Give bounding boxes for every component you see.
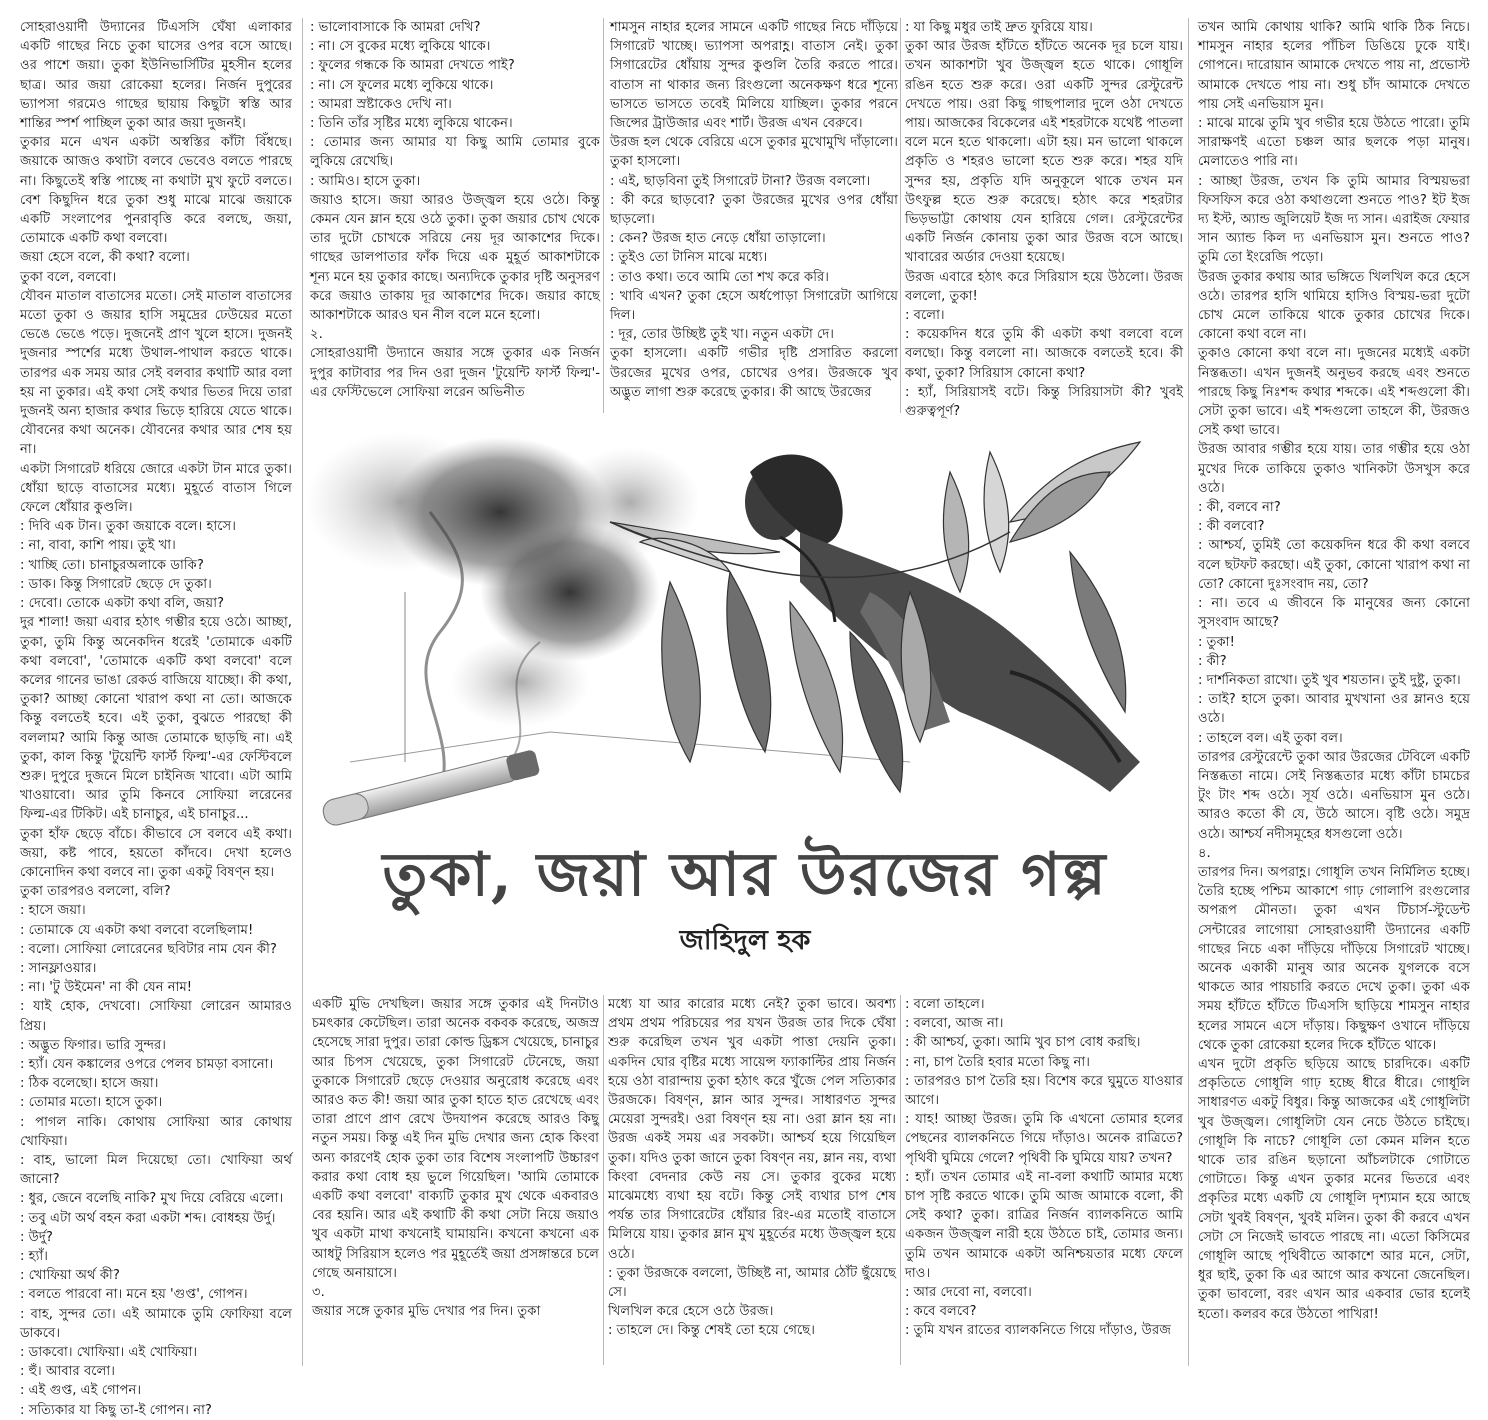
paragraph: : তবু এটা অর্থ বহন করা একটা শব্দ। বোধহয় উর্দু। [20,1210,276,1226]
column-3-top [610,18,898,413]
paragraph: : তারপরও চাপ তৈরি হয়। বিশেষ করে ঘুমুতে যাওয়ার আগে। [905,1073,1183,1109]
paragraph: উরজ তুকার কথায় আর ভঙ্গিতে খিলখিল করে হেসে ওঠে। তারপর হাসি থামিয়ে হাসিও বিস্ময়-ভরা দুটো চোখ মেলে তাকিয়ে থাকে তুকার চোখের দিকে। কোনো কথা বলে না। [1198,269,1470,343]
paragraph: : না, চাপ তৈরি হবার মতো কিছু না। [905,1054,1090,1070]
paragraph: : তাই? হাসে তুকা। আবার মুখখানা ওর ম্লানও হয়ে ওঠে। [1198,692,1470,727]
illustration-drawing [310,432,1165,824]
paragraph: : কী, বলবে না? [1198,500,1281,516]
paragraph: : মাঝে মাঝে তুমি খুব গভীর হয়ে উঠতে পারো। তুমি সারাক্ষণই এতো চঞ্চল আর ছলকে পড়া মানুষ। মেলাতেও পারি না। [1198,116,1470,170]
paragraph: তারপর রেস্টুরেন্টে তুকা আর উরজের টেবিলে একটি নিস্তব্ধতা নামে। সেই নিস্তব্ধতার মধ্যে কাঁটা চামচের টুং টাং শব্দ ওঠে। সূর্য ওঠে। এনভিয়াস মুন ওঠে। আরও কতো কী যে, উঠে আসে। বৃষ্টি ওঠে। সমুদ্র ওঠে। আশ্চর্য নদীসমূহের ধসগুলো ওঠে। [1198,749,1470,842]
paragraph: ৪. [1198,845,1211,861]
paragraph: : যাহ! আচ্ছা উরজ। তুমি কি এখনো তোমার হলের পেছনের ব্যালকনিতে গিয়ে দাঁড়াও। অনেক রাত্রিতে? পৃথিবী ঘুমিয়ে গেলে? পৃথিবী কি ঘুমিয়ে যায়? তখন? [905,1112,1183,1166]
column-rule [1188,18,1189,1366]
paragraph: : তোমাকে যে একটা কথা বলবো বলেছিলাম! [20,922,254,938]
paragraph: সোহরাওয়ার্দী উদ্যানে জয়ার সঙ্গে তুকার এক নির্জন দুপুর কাটাবার পর দিন ওরা দুজন 'টুয়েন্টি ফার্স্ট ফিল্ম'-এর ফেস্টিভেলে সোফিয়া লরেন অভিনীত [310,346,600,400]
column-2-bottom [312,995,599,1365]
article-title: তুকা, জয়া আর উরজের গল্প [382,840,1108,910]
column-4-top [905,18,1183,420]
paragraph: : না। সে বুকের মধ্যে লুকিয়ে থাকে। [310,39,491,55]
paragraph: : না। তবে এ জীবনে কি মানুষের জন্য কোনো সুসংবাদ আছে? [1198,596,1470,631]
paragraph: : তোমার মতো। হাসে তুকা। [20,1095,163,1111]
paragraph: তুকা তারপরও বললো, বলি? [20,884,171,900]
paragraph: : যাই হোক, দেখবো। সোফিয়া লোরেন আমারও প্রিয়। [20,999,292,1034]
paragraph: এখন দুটো প্রকৃতি ছড়িয়ে আছে চারদিকে। একটি প্রকৃতিতে গোধূলি গাঢ় হচ্ছে ধীরে ধীরে। গোধূলি সাধারণত একটু বিধুর। কিন্তু আজকের এই গোধূলিটা খুব উজ্জ্বল। গোধূলিটা যেন নেচে উঠতে চাইছে। গোধূলি কি নাচে? গোধূলি তো কেমন মলিন হতে থাকে তার রঙিন ছড়ানো আঁচলটাকে গোটাতে গোটাতে। কিন্তু এখন তুকার মনের ভিতরে এবং প্রকৃতির মধ্যে একটি যে গোধূলি দৃশ্যমান হয়ে আছে সেটা খুবই বিষণ্ন, খুবই মলিন। তুকা কী করবে এখন সেটা সে নিজেই ভাবতে পারছে না। এতো কিসিমের গোধূলি আছে পৃথিবীতে আকাশে আর মনে, সেটা, ধুর ছাই, তুকা কি এর আগে আর কখনো জেনেছিল। তুকা ভাবলো, বরং এখন আর একবার ভোর হলেই হতো। কলরব করে উঠতো পাখিরা! [1198,1056,1470,1322]
paragraph: : ডাক। কিন্তু সিগারেট ছেড়ে দে তুকা। [20,576,212,592]
paragraph: : আমরা স্রষ্টাকেও দেখি না। [310,96,452,112]
paragraph: : তাহলে দে। কিন্তু শেষই তো হয়ে গেছে। [608,1323,815,1339]
paragraph: : খোফিয়া অর্থ কী? [20,1268,120,1284]
paragraph: : ঠিক বলেছো। হাসে জয়া। [20,1076,159,1092]
paragraph: তখন আমি কোথায় থাকি? আমি থাকি ঠিক নিচে। শামসুন নাহার হলের পাঁচিল ডিঙিয়ে ঢুকে যাই। গোপনে। দারোয়ান আমাকে দেখতে পায় না, প্রভোস্ট আমাকে দেখতে পায় না। শুধু চাঁদ আমাকে দেখতে পায় সেই এনভিয়াস মুন। [1198,20,1470,112]
column-4-bottom [905,995,1183,1365]
paragraph: : খাবি এখন? তুকা হেসে অর্ধপোড়া সিগারেটা আগিয়ে দিল। [610,288,898,324]
paragraph: : ডাকবো। খোফিয়া। এই খোফিয়া। [20,1345,198,1361]
paragraph: উরজ হল থেকে বেরিয়ে এসে তুকার মুখোমুখি দাঁড়ালো। তুকা হাসলো। [610,135,898,170]
paragraph: : আশ্চর্য, তুমিই তো কয়েকদিন ধরে কী কথা বলবে বলে ছটফট করছো। এই তুকা, কোনো খারাপ কথা না তো? কোনো দুঃসংবাদ নয়, তো? [1198,538,1470,592]
paragraph: : কী আশ্চর্য, তুকা। আমি খুব চাপ বোধ করছি। [905,1035,1141,1051]
column-rule [603,18,604,413]
paragraph: দুর শালা! জয়া এবার হঠাৎ গম্ভীর হয়ে ওঠে। আচ্ছা, তুকা, তুমি কিন্তু অনেকদিন ধরেই 'তোমাকে একটি কথা বলবো', 'তোমাকে একটি কথা বলবো' বলে কলের গানের ভাঙা রেকর্ড বাজিয়ে যাচ্ছো। কী কথা, তুকা? আচ্ছা কোনো খারাপ কথা না তো। আজকে কিন্তু বলতেই হবে। এই তুকা, বুঝতে পারছো কী বললাম? আমি কিন্তু আজ তোমাকে ছাড়ছি না। এই তুকা, কাল কিন্তু 'টুয়েন্টি ফার্স্ট ফিল্ম'-এর ফেস্টিবলে শুরু। দুপুরে দুজনে মিলে চাইনিজ খাবো। এটা আমি খাওয়াবো। আর তুমি কিনবে সোফিয়া লরেনের ফিল্ম-এর টিকিট। এই চানাচুর, এই চানাচুর... [20,615,292,823]
paragraph: : বলো। সোফিয়া লোরেনের ছবিটার নাম যেন কী? [20,941,277,957]
paragraph: : কেন? উরজ হাত নেড়ে ধোঁয়া তাড়ালো। [610,231,826,247]
paragraph: জয়ার সঙ্গে তুকার মুভি দেখার পর দিন। তুকা [312,1304,541,1320]
story-illustration [310,432,1165,824]
paragraph: : আর দেবো না, বলবো। [905,1285,1032,1301]
paragraph: : কী করে ছাড়বো? তুকা উরজের মুখের ওপর ধোঁয়া ছাড়লো। [610,192,898,228]
column-3-bottom [608,995,896,1365]
paragraph: তারপর দিন। অপরাহ্ণ। গোধূলি তখন নির্মিলিত হচ্ছে। তৈরি হচ্ছে পশ্চিম আকাশে গাঢ় গোলাপি রংগুলোর অপরূপ মৌনতা। তুকা এখন টিচার্স-স্টুডেন্ট সেন্টারের লাগোয়া সোহরাওয়ার্দী উদ্যানের একটি গাছের নিচে একা দাঁড়িয়ে দাঁড়িয়ে সিগারেট খাচ্ছে। অনেক একাকী মানুষ আর অনেক যুগলকে বসে থাকতে আর পায়চারি করতে দেখে তুকা। তুকা এক সময় হাঁটতে হাঁটতে টিএসসি ছাড়িয়ে শামসুন নাহার হলের সামনে এসে দাঁড়ায়। কিছুক্ষণ ওখানে দাঁড়িয়ে থেকে তুকা রোকেয়া হলের দিকে হাঁটতে থাকে। [1198,864,1470,1053]
paragraph: উরজ আবার গম্ভীর হয়ে যায়। তার গম্ভীর হয়ে ওঠা মুখের দিকে তাকিয়ে তুকাও খানিকটা উসখুস করে ওঠে। [1198,442,1470,496]
paragraph: : না। 'টু উইমেন' না কী যেন নাম! [20,980,193,996]
paragraph: : হ্যাঁ, সিরিয়াসই বটে। কিন্তু সিরিয়াসটা কী? খুবই গুরুত্বপূর্ণ? [905,384,1183,420]
paragraph: : বাহ, ভালো মিল দিয়েছো তো। খোফিয়া অর্থ জানো? [20,1152,292,1188]
paragraph: : তুকা উরজকে বললো, উচ্ছিষ্ট না, আমার ঠোঁট ছুঁয়েছে সে। [608,1265,896,1301]
paragraph: ৩. [312,1285,325,1301]
paragraph: তুকাও কোনো কথা বলে না। দুজনের মধ্যেই একটা নিস্তব্ধতা। এখন দুজনই অনুভব করছে এবং শুনতে পারছে কিছু নিঃশব্দ কথার শব্দকে। এই শব্দগুলো কী। সেটা তুকা ভাবে। এই শব্দগুলো তাহলে কী, উরজও সেই কথা ভাবে। [1198,346,1470,439]
paragraph: তুকা হাসলো। একটি গভীর দৃষ্টি প্রসারিত করলো উরজের মুখের ওপর, চোখের ওপর। উরজকে খুব অদ্ভুত লাগা শুরু করেছে তুকার। কী আছে উরজের [610,346,898,400]
paragraph: : না। সে ফুলের মধ্যে লুকিয়ে থাকে। [310,77,494,93]
paragraph: : ভালোবাসাকে কি আমরা দেখি? [310,20,481,35]
column-2-top [310,18,600,413]
column-rule [900,995,901,1365]
paragraph: : সানফ্লাওয়ার। [20,960,97,976]
paragraph: সোহরাওয়ার্দী উদ্যানের টিএসসি ঘেঁষা এলাকার একটি গাছের নিচে তুকা ঘাসের ওপর বসে আছে। ওর পাশে জয়া। তুকা ইউনিভার্সিটির মুহসীন হলের ছাত্র। আর জয়া রোকেয়া হলের। নির্জন দুপুরের ভ্যাপসা গরমেও গাছের ছায়ায় কিছুটা স্বস্তি আর শান্তির স্পর্শ পাচ্ছিল তুকা আর জয়া দুজনই। [20,20,292,132]
paragraph: : বাহ, সুন্দর তো। এই আমাকে তুমি ফোফিয়া বলে ডাকবে। [20,1306,292,1341]
paragraph: তুকা আর উরজ হাঁটতে হাঁটতে অনেক দূর চলে যায়। তখন আকাশটা খুব উজ্জ্বল হতে থাকে। গোধূলি রঙিন হতে শুরু করে। ওরা একটি সুন্দর রেস্টুরেন্ট দেখতে পায়। ওরা কিছু গাছপালার দুলে ওঠা দেখতে পায়। আজকের বিকেলের এই শহরটাকে যথেষ্ট পাতলা বলে মনে হতে থাকলো। এটা হয়। মন ভালো থাকলে প্রকৃতি ও শহরও ভালো হতে শুরু করে। শহর যদি সুন্দর হয়, প্রকৃতি যদি অনুকূলে থাকে তখন মন উৎফুল্ল হতে শুরু করেছে। হঠাৎ করে শহরটার ভিড়ভাট্টা কোথায় যেন হারিয়ে গেল। রেস্টুরেন্টের একটি নির্জন কোনায় তুকা আর উরজ বসে আছে। খাবারের অর্ডার দেওয়া হয়েছে। [905,39,1183,266]
column-rule [900,18,901,413]
column-5 [1198,18,1470,1366]
paragraph: : হ্যাঁ। যেন কঙ্কালের ওপরে পেলব চামড়া বসানো। [20,1056,274,1072]
paragraph: শামসুন নাহার হলের সামনে একটি গাছের নিচে দাঁড়িয়ে সিগারেট খাচ্ছে। ভ্যাপসা অপরাহ্ণ। বাতাস নেই। তুকা সিগারেটের ধোঁয়ায় সুন্দর কুণ্ডলি তৈরি করতে পারে। বাতাস না থাকার জন্য রিংগুলো অনেকক্ষণ ধরে শূন্যে ভাসতে ভাসতে তবেই মিলিয়ে যাচ্ছিল। তুকার পরনে জিন্সের ট্রাউজার এবং শার্ট। উরজ এখন বেরুবে। [610,20,898,132]
paragraph: : তিনি তাঁর সৃষ্টির মধ্যে লুকিয়ে থাকেন। [310,116,513,132]
paragraph: : বলবো, আজ না। [905,1016,1004,1032]
paragraph: : আমিও। হাসে তুকা। [310,173,421,189]
paragraph: : অদ্ভুত ফিগার। ভারি সুন্দর। [20,1037,167,1053]
paragraph: যৌবন মাতাল বাতাসের মতো। সেই মাতাল বাতাসের মতো তুকা ও জয়ার হাসি সমুদ্রের ঢেউয়ের মতো ভেঙে ভেঙে পড়ে। দুজনেই প্রাণ খুলে হাসে। দুজনই দুজনার স্পর্শের মধ্যে উথাল-পাথাল করতে থাকে। তারপর এক সময় আর সেই বলবার কথাটি আর বলা হয় না তুকার। এই কথা সেই কথার ভিতর দিয়ে তারা দুজনই অন্য হাজার কথার ভিড়ে হারিয়ে যেতে থাকে। যৌবনের কথা অনেক। যৌবনের কথার আর শেষ হয় না। [20,288,292,458]
paragraph: : কী বলবো? [1198,519,1265,535]
paragraph: জয়া হেসে বলে, কী কথা? বলো। [20,250,190,266]
paragraph: : দিবি এক টান। তুকা জয়াকে বলে। হাসে। [20,519,236,535]
paragraph: : তাহলে বল। এই তুকা বল। [1198,730,1343,746]
paragraph: : বলতে পারবো না। মনে হয় 'গুপ্ত', গোপন। [20,1287,248,1303]
paragraph: জয়াও হাসে। জয়া আরও উজ্জ্বল হয়ে ওঠে। কিন্তু কেমন যেন ম্লান হয়ে ওঠে তুকা। তুকা জয়ার চোখ থেকে তার দুটো চোখকে সরিয়ে নেয় দূর আকাশের দিকে। গাছের ডালপাতার ফাঁক দিয়ে এক মুহূর্ত আকাশটাকে শূন্য মনে হয় তুকার কাছে। অন্যদিকে তুকার দৃষ্টি অনুসরণ করে জয়াও তাকায় দূর আকাশের দিকে। জয়ার কাছে আকাশটাকে আরও ঘন নীল বলে মনে হলো। [310,192,600,324]
paragraph: : কয়েকদিন ধরে তুমি কী একটা কথা বলবো বলে বলছো। কিন্তু বললো না। আজকে বলতেই হবে। কী কথা, তুকা? সিরিয়াস কোনো কথা? [905,327,1183,381]
paragraph: তুকা বলে, বলবো। [20,269,117,285]
paragraph: : এই গুপ্ত, এই গোপন। [20,1383,142,1399]
paragraph: খিলখিল করে হেসে ওঠে উরজ। [608,1304,774,1320]
paragraph: : তুকা! [1198,634,1235,650]
paragraph: : তোমার জন্য আমার যা কিছু আমি তোমার বুকে লুকিয়ে রেখেছি। [310,135,600,170]
paragraph: একটা সিগারেট ধরিয়ে জোরে একটা টান মারে তুকা। ধোঁয়া ছাড়ে বাতাসের মধ্যে। মুহূর্তে বাতাস গিলে ফেলে ধোঁয়ার কুণ্ডলি। [20,461,292,516]
paragraph: : কী? [1198,653,1227,669]
paragraph: : দূর, তোর উচ্ছিষ্ট তুই খা। নতুন একটা দে। [610,327,834,343]
paragraph: উরজ এবারে হঠাৎ করে সিরিয়াস হয়ে উঠলো। উরজ বললো, তুকা! [905,269,1183,304]
paragraph: : পাগল নাকি। কোথায় সোফিয়া আর কোথায় খোফিয়া। [20,1114,292,1149]
paragraph: : না, বাবা, কাশি পায়। তুই খা। [20,538,176,554]
paragraph: একটি মুভি দেখছিল। জয়ার সঙ্গে তুকার এই দিনটাও চমৎকার কেটেছিল। তারা অনেক বকবক করেছে, অজস্র হেসেছে সারা দুপুর। তারা কোল্ড ড্রিঙ্কস খেয়েছে, চানাচুর আর চিপস খেয়েছে, তুকা সিগারেট টেনেছে, জয়া তুকাকে সিগারেট ছেড়ে দেওয়ার অনুরোধ করেছে এবং আরও কত কী! জয়া আর তুকা হাতে হাত রেখেছে এবং তারা প্রাণে প্রাণ রেখে উদযাপন করেছে আরও কিছু নতুন সময়। কিন্তু এই দিন মুভি দেখার জন্য হোক কিংবা অন্য কারণেই হোক তুকা তার বিশেষ সংলাপটি উচ্চারণ করার কথা বোধ হয় ভুলে গিয়েছিল। 'আমি তোমাকে একটি কথা বলবো' বাক্যটি তুকার মুখ থেকে একবারও বের হয়নি। আর এই কথাটি কী কথা সেটা নিয়ে জয়াও খুব একটা মাথা কখনোই ঘামায়নি। কখনো কখনো এক আধটু সিরিয়াস হলেও পর মুহূর্তেই জয়া প্রসঙ্গান্তরে চলে গেছে অনায়াসে। [312,997,599,1281]
paragraph: তুকার মনে এখন একটা অস্বস্তির কাঁটা বিঁধছে। জয়াকে আজও কথাটা বলবে ভেবেও বলতে পারছে না। কিছুতেই স্বস্তি পাচ্ছে না কথাটা মুখ ফুটে বলতে। বেশ কিছুদিন ধরে তুকা শুধু মাঝে মাঝে জয়াকে একটি সংলাপের পুনরাবৃত্তি করে বলছে, জয়া, তোমাকে একটি কথা বলবো। [20,135,292,247]
paragraph: : তুমি যখন রাতের ব্যালকনিতে গিয়ে দাঁড়াও, উরজ [905,1323,1172,1339]
paragraph: : তাও কথা। তবে আমি তো শখ করে করি। [610,269,830,285]
paragraph: : দার্শনিকতা রাখো। তুই খুব শয়তান। তুই দুষ্টু, তুকা। [1198,672,1461,688]
paragraph: : দেবো। তোকে একটা কথা বলি, জয়া? [20,596,225,612]
paragraph: : উর্দু? [20,1229,53,1245]
paragraph: তুকা হাঁফ ছেড়ে বাঁচে। কীভাবে সে বলবে এই কথা। জয়া, কষ্ট পাবে, হয়তো কাঁদবে। দেখা হলেও কোনোদিন কথা বলবে না। তুকা একটু বিষণ্ন হয়। [20,826,292,880]
paragraph: : বলো তাহলে। [905,997,985,1012]
paragraph: : হ্যাঁ। তখন তোমার এই না-বলা কথাটি আমার মধ্যে চাপ সৃষ্টি করতে থাকে। তুমি আজ আমাকে বলো, কী সেই কথা? তুকা। রাত্রির নির্জন ব্যালকনিতে আমি একজন উজ্জ্বল নারী হয়ে উঠতে চাই, তোমার জন্য। তুমি তখন আমাকে একটা অনিশ্চয়তার মধ্যে ফেলে দাও। [905,1169,1183,1281]
paragraph: : ফুলের গন্ধকে কি আমরা দেখতে পাই? [310,58,515,74]
paragraph: : হুঁ। আবার বলো। [20,1364,115,1380]
paragraph: : বলো। [905,308,945,324]
article-author: জাহিদুল হক [679,925,811,956]
paragraph: : কবে বলবে? [905,1304,977,1320]
paragraph: : সত্যিকার যা কিছু তা-ই গোপন। না? [20,1402,212,1418]
paragraph: : তুইও তো টানিস মাঝে মধ্যে। [610,250,768,266]
paragraph: : হাসে জয়া। [20,903,86,919]
paragraph: : আচ্ছা উরজ, তখন কি তুমি আমার বিস্ময়ভরা ফিসফিস করে ওঠা কথাগুলো শুনতে পাও? ইট ইজ দ্য ইস্ট, অ্যান্ড জুলিয়েট ইজ দ্য সান। এরাইজ ফেয়ার সান অ্যান্ড কিল দ্য এনভিয়াস মুন। শুনতে পাও? তুমি তো ইংরেজি পড়ো। [1198,173,1470,266]
paragraph: : ধুর, জেনে বলেছি নাকি? মুখ দিয়ে বেরিয়ে এলো। [20,1191,284,1207]
paragraph: ২. [310,327,323,343]
column-rule [302,18,303,1366]
paragraph: মধ্যে যা আর কারোর মধ্যে নেই? তুকা ভাবে। অবশ্য প্রথম প্রথম পরিচয়ের পর যখন উরজ তার দিকে ঘেঁষা শুরু করেছিল তখন খুব একটা পাত্তা দেয়নি তুকা। একদিন ঘোর বৃষ্টির মধ্যে সায়েন্স ফ্যাকাল্টির প্রায় নির্জন হয়ে ওঠা বারান্দায় তুকা হঠাৎ করে খুঁজে পেল সত্যিকার উরজকে। বিষণ্ন, ম্লান আর সুন্দর। সাধারণত সুন্দর মেয়েরা সুন্দরই। ওরা বিষণ্ন হয় না। ওরা ম্লান হয় না। উরজ একই সময় এর সবকটা। আশ্চর্য হয়ে গিয়েছিল তুকা। যদিও তুকা জানে তুকা বিষণ্ন নয়, ম্লান নয়, ব্যথা কিংবা বেদনার কেউ নয় সে। তুকার বুকের মধ্যে মাঝেমধ্যে ব্যথা হয় বটে। কিন্তু সেই ব্যথার চাপ শেষ পর্যন্ত তার সিগারেটের ধোঁয়ার রিং-এর মতোই বাতাসে মিলিয়ে যায়। তুকার ম্লান মুখ মুহূর্তের মধ্যে উজ্জ্বল হয়ে ওঠে। [608,997,896,1262]
paragraph: : এই, ছাড়বিনা তুই সিগারেট টানা? উরজ বললো। [610,173,871,189]
paragraph: : যা কিছু মধুর তাই দ্রুত ফুরিয়ে যায়। [905,20,1093,35]
paragraph: : হ্যাঁ। [20,1249,48,1264]
column-rule [603,995,604,1365]
column-1 [20,18,292,1418]
paragraph: : খাচ্ছি তো। চানাচুরঅলাকে ডাকি? [20,557,204,573]
